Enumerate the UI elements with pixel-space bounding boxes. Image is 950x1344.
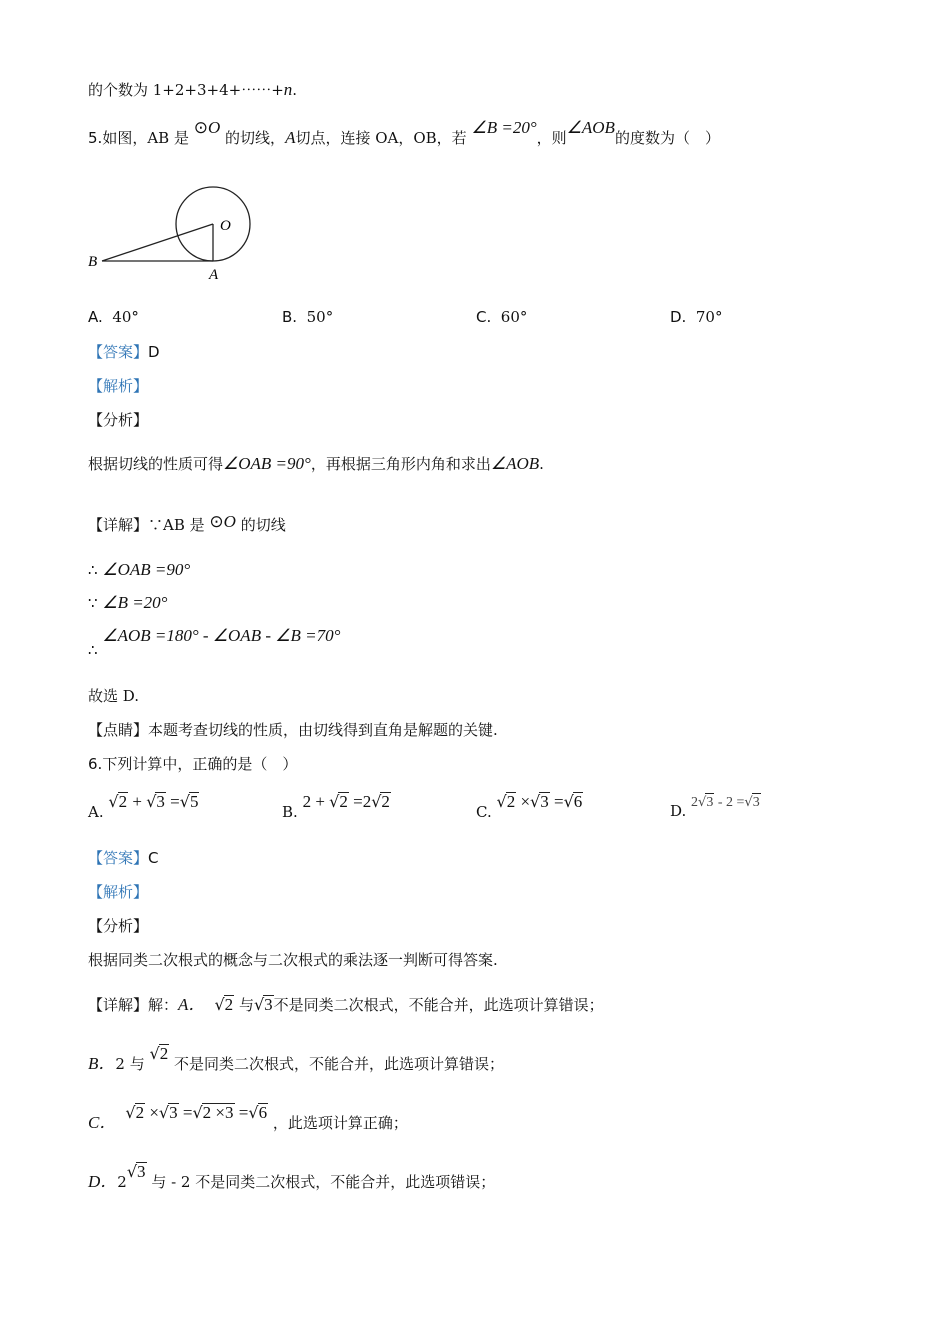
q5-fenxi-tag: 【分析】	[88, 411, 149, 429]
q5-option-c: C. 60°	[476, 308, 528, 326]
q6-stem: 6.下列计算中，正确的是（ ）	[88, 755, 298, 773]
q5-choose: 故选 D.	[88, 687, 140, 705]
q5-condition: ∠B =20°	[471, 118, 537, 137]
q5-option-b: B. 50°	[282, 308, 334, 326]
q6-fenxi-text: 根据同类二次根式的概念与二次根式的乘法逐一判断可得答案.	[88, 951, 498, 969]
q6-option-d: D. 2√3 - 2 =√3	[670, 795, 760, 820]
q6-answer: 【答案】C	[88, 849, 159, 867]
q5-stem: 5.如图，AB 是 ⊙O 的切线，A切点，连接 OA，OB，若 ∠B =20°，则∠AOB的度数为（ ）	[88, 118, 720, 147]
continuation-line: 的个数为 1+2+3+4+⋯⋯+n.	[88, 80, 298, 99]
circle-o-symbol: ⊙O	[193, 118, 221, 137]
q5-detail: 【详解】∵AB 是 ⊙O 的切线	[88, 512, 286, 534]
q5-target-angle: ∠AOB	[566, 118, 615, 137]
q6-detail-d: D．2√3 与 - 2 不是同类二次根式，不能合并，此选项错误；	[88, 1162, 496, 1191]
label-b: B	[88, 254, 98, 270]
q5-step-2: ∵ ∠B =20°	[88, 593, 168, 612]
q6-option-a: A. √2 + √3 =√5	[88, 792, 199, 821]
label-a: A	[209, 267, 219, 283]
q6-detail-a: 【详解】解：A． √2 与√3不是同类二次根式，不能合并，此选项计算错误；	[88, 995, 604, 1014]
q5-analysis-tag: 【解析】	[88, 377, 149, 395]
q6-analysis-tag: 【解析】	[88, 883, 149, 901]
segment-ob	[102, 224, 213, 261]
q5-option-d: D. 70°	[670, 308, 723, 326]
q5-step-3: ∴ ∠AOB =180° - ∠OAB - ∠B =70°	[88, 626, 341, 659]
q6-detail-b: B．2 与 √2 不是同类二次根式，不能合并，此选项计算错误；	[88, 1044, 504, 1073]
q5-option-a: A. 40°	[88, 308, 139, 326]
label-o: O	[220, 218, 231, 234]
q6-fenxi-tag: 【分析】	[88, 917, 149, 935]
q5-answer: 【答案】D	[88, 343, 160, 361]
q5-dianjing: 【点睛】本题考查切线的性质，由切线得到直角是解题的关键.	[88, 721, 498, 739]
q5-step-1: ∴ ∠OAB =90°	[88, 560, 191, 579]
q6-option-b: B. 2 + √2 =2√2	[282, 792, 390, 821]
q6-option-c: C. √2 ×√3 =√6	[476, 792, 583, 821]
q5-fenxi-text: 根据切线的性质可得∠OAB =90°，再根据三角形内角和求出∠AOB.	[88, 454, 544, 473]
q6-detail-c: C． √2 ×√3 =√2 ×3 =√6 ，此选项计算正确；	[88, 1103, 408, 1132]
tangent-circle-figure	[84, 180, 264, 285]
